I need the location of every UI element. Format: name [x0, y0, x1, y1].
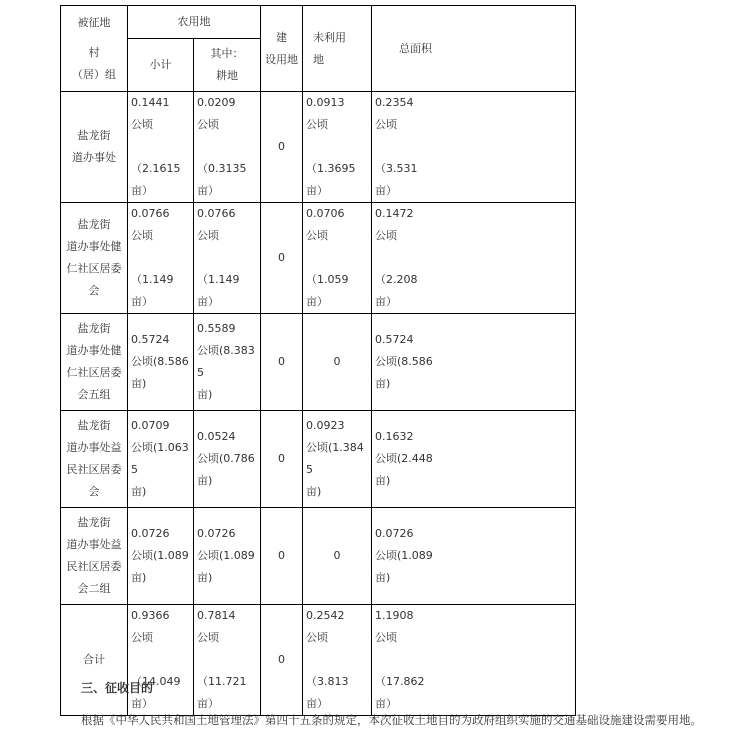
table-row	[61, 508, 576, 605]
total-cell: 0.2354 公顷 （3.531 亩）	[372, 92, 576, 203]
farmland-cell: 0.0209 公顷 （0.3135 亩）	[194, 92, 261, 203]
table-row	[61, 314, 576, 411]
construction-cell: 0	[261, 203, 303, 314]
farmland-cell: 0.0726 公顷(1.089 亩)	[194, 508, 261, 605]
farmland-cell: 0.7814 公顷 （11.721 亩）	[194, 605, 261, 716]
unused-cell: 0.2542 公顷 （3.813 亩）	[303, 605, 372, 716]
farmland-cell: 0.0766 公顷 （1.149 亩）	[194, 203, 261, 314]
village-name: 盐龙街 道办事处健 仁社区居委 会五组	[61, 314, 128, 411]
header-village-line2: 村	[88, 45, 100, 59]
table-row	[61, 411, 576, 508]
total-cell: 1.1908 公顷 （17.862 亩）	[372, 605, 576, 716]
header-village	[61, 6, 128, 92]
total-cell: 0.1632 公顷(2.448 亩)	[372, 411, 576, 508]
village-name: 合计	[61, 605, 128, 716]
construction-cell: 0	[261, 411, 303, 508]
table-row	[61, 92, 576, 203]
total-cell: 0.0726 公顷(1.089 亩)	[372, 508, 576, 605]
farmland-cell: 0.0524 公顷(0.786 亩)	[194, 411, 261, 508]
subtotal-cell: 0.0726 公顷(1.089 亩)	[128, 508, 194, 605]
purpose-paragraph: 根据《中华人民共和国土地管理法》第四十五条的规定，本次征收土地目的为政府组织实施的交通基础设施建设需要用地。	[81, 713, 702, 727]
unused-cell: 0.0913 公顷 （1.3695 亩）	[303, 92, 372, 203]
header-village-line3: （居）组	[72, 67, 116, 81]
construction-cell: 0	[261, 314, 303, 411]
land-acquisition-table	[60, 5, 576, 716]
total-cell: 0.1472 公顷 （2.208 亩）	[372, 203, 576, 314]
village-name: 盐龙街 道办事处	[61, 92, 128, 203]
table-row	[61, 203, 576, 314]
subtotal-cell: 0.0766 公顷 （1.149 亩）	[128, 203, 194, 314]
subtotal-cell: 0.5724 公顷(8.586 亩)	[128, 314, 194, 411]
unused-cell: 0.0706 公顷 （1.059 亩）	[303, 203, 372, 314]
table-row	[61, 605, 576, 716]
header-subtotal: 小计	[128, 39, 194, 92]
construction-cell: 0	[261, 92, 303, 203]
construction-cell: 0	[261, 605, 303, 716]
unused-cell: 0	[303, 314, 372, 411]
village-name: 盐龙街 道办事处益 民社区居委 会二组	[61, 508, 128, 605]
subtotal-cell: 0.9366 公顷 （14.049 亩）	[128, 605, 194, 716]
header-total-area: 总面积	[372, 6, 576, 92]
section-heading: 三、征收目的	[81, 681, 154, 695]
unused-cell: 0.0923 公顷(1.3845 亩)	[303, 411, 372, 508]
total-cell: 0.5724 公顷(8.586 亩)	[372, 314, 576, 411]
village-name: 盐龙街 道办事处益 民社区居委 会	[61, 411, 128, 508]
village-name: 盐龙街 道办事处健 仁社区居委 会	[61, 203, 128, 314]
farmland-cell: 0.5589 公顷(8.3835 亩)	[194, 314, 261, 411]
header-village-line1: 被征地	[77, 15, 111, 29]
construction-cell: 0	[261, 508, 303, 605]
header-construction-land: 建 设用地	[261, 6, 303, 92]
subtotal-cell: 0.0709 公顷(1.0635 亩)	[128, 411, 194, 508]
header-unused-land: 未利用 地	[303, 6, 372, 92]
header-agricultural-land: 农用地	[128, 6, 261, 39]
header-farmland: 其中： 耕地	[194, 39, 261, 92]
unused-cell: 0	[303, 508, 372, 605]
subtotal-cell: 0.1441 公顷 （2.1615 亩）	[128, 92, 194, 203]
